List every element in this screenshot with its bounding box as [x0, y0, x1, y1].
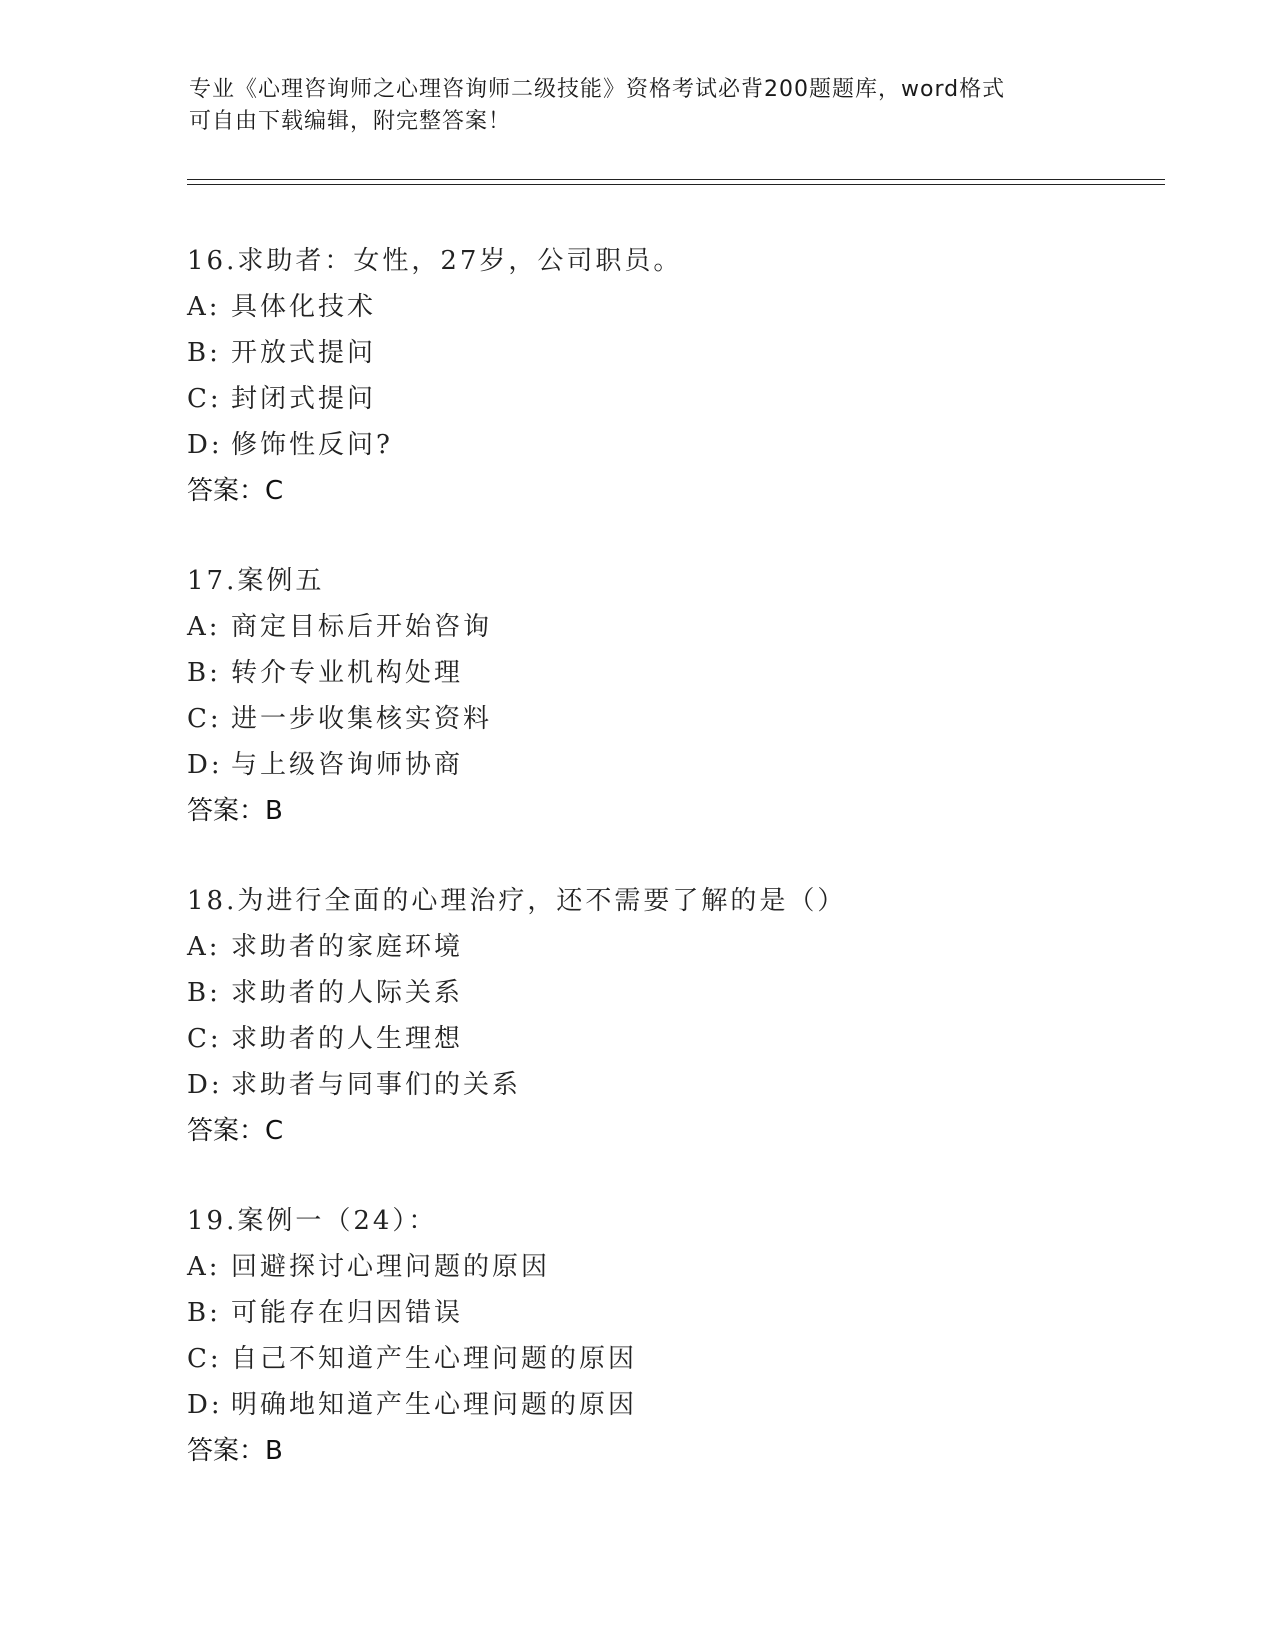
- option-letter: D:: [187, 1390, 223, 1420]
- question-stem: 19.案例一（24）：: [187, 1206, 438, 1236]
- question-stem: 16.求助者：女性，27岁，公司职员。: [187, 246, 683, 276]
- answer-label: 答案：C: [187, 476, 284, 506]
- answer-label: 答案：B: [187, 796, 283, 826]
- option-a: [187, 604, 1187, 650]
- option-d: [187, 1062, 1187, 1108]
- answer-label: 答案：C: [187, 1116, 284, 1146]
- option-letter: C:: [187, 704, 222, 734]
- option-text: 求助者的家庭环境: [231, 932, 464, 962]
- question-17: [187, 558, 1187, 834]
- option-letter: A:: [187, 932, 221, 962]
- option-text: 求助者的人生理想: [231, 1024, 464, 1054]
- option-letter: D:: [187, 1070, 223, 1100]
- header-title-line-2: 可自由下载编辑，附完整答案！: [189, 109, 512, 134]
- header-divider-top: [187, 179, 1165, 180]
- option-b: [187, 970, 1187, 1016]
- option-letter: D:: [187, 430, 223, 460]
- option-c: [187, 1336, 1187, 1382]
- option-letter: A:: [187, 1252, 221, 1282]
- option-text: 求助者与同事们的关系: [231, 1070, 522, 1100]
- option-text: 求助者的人际关系: [231, 978, 464, 1008]
- option-text: 具体化技术: [231, 292, 377, 322]
- option-c: [187, 376, 1187, 422]
- option-text: 商定目标后开始咨询: [231, 612, 493, 642]
- answer-label: 答案：B: [187, 1436, 283, 1466]
- option-letter: B:: [187, 1298, 221, 1328]
- header-title-line-1: 专业《心理咨询师之心理咨询师二级技能》资格考试必背200题题库，word格式: [189, 77, 1006, 102]
- option-text: 开放式提问: [231, 338, 377, 368]
- option-d: [187, 422, 1187, 468]
- option-b: [187, 1290, 1187, 1336]
- option-text: 修饰性反问?: [231, 430, 393, 460]
- option-c: [187, 696, 1187, 742]
- option-text: 进一步收集核实资料: [231, 704, 493, 734]
- option-text: 转介专业机构处理: [231, 658, 464, 688]
- option-c: [187, 1016, 1187, 1062]
- option-letter: A:: [187, 612, 221, 642]
- option-text: 可能存在归因错误: [231, 1298, 464, 1328]
- option-b: [187, 650, 1187, 696]
- option-text: 自己不知道产生心理问题的原因: [231, 1344, 638, 1374]
- option-letter: B:: [187, 978, 221, 1008]
- option-letter: C:: [187, 1024, 222, 1054]
- option-b: [187, 330, 1187, 376]
- option-letter: B:: [187, 658, 221, 688]
- option-letter: C:: [187, 1344, 222, 1374]
- option-letter: B:: [187, 338, 221, 368]
- option-text: 明确地知道产生心理问题的原因: [231, 1390, 638, 1420]
- option-a: [187, 1244, 1187, 1290]
- header-divider-bottom: [187, 184, 1165, 185]
- question-stem: 17.案例五: [187, 566, 325, 596]
- option-text: 与上级咨询师协商: [231, 750, 464, 780]
- option-letter: C:: [187, 384, 222, 414]
- question-16: [187, 238, 1187, 514]
- option-letter: A:: [187, 292, 221, 322]
- document-header: [189, 74, 1089, 138]
- option-letter: D:: [187, 750, 223, 780]
- option-a: [187, 924, 1187, 970]
- question-19: [187, 1198, 1187, 1474]
- option-d: [187, 1382, 1187, 1428]
- question-18: [187, 878, 1187, 1154]
- option-d: [187, 742, 1187, 788]
- option-a: [187, 284, 1187, 330]
- question-stem: 18.为进行全面的心理治疗，还不需要了解的是（）: [187, 886, 847, 916]
- option-text: 封闭式提问: [231, 384, 377, 414]
- option-text: 回避探讨心理问题的原因: [231, 1252, 551, 1282]
